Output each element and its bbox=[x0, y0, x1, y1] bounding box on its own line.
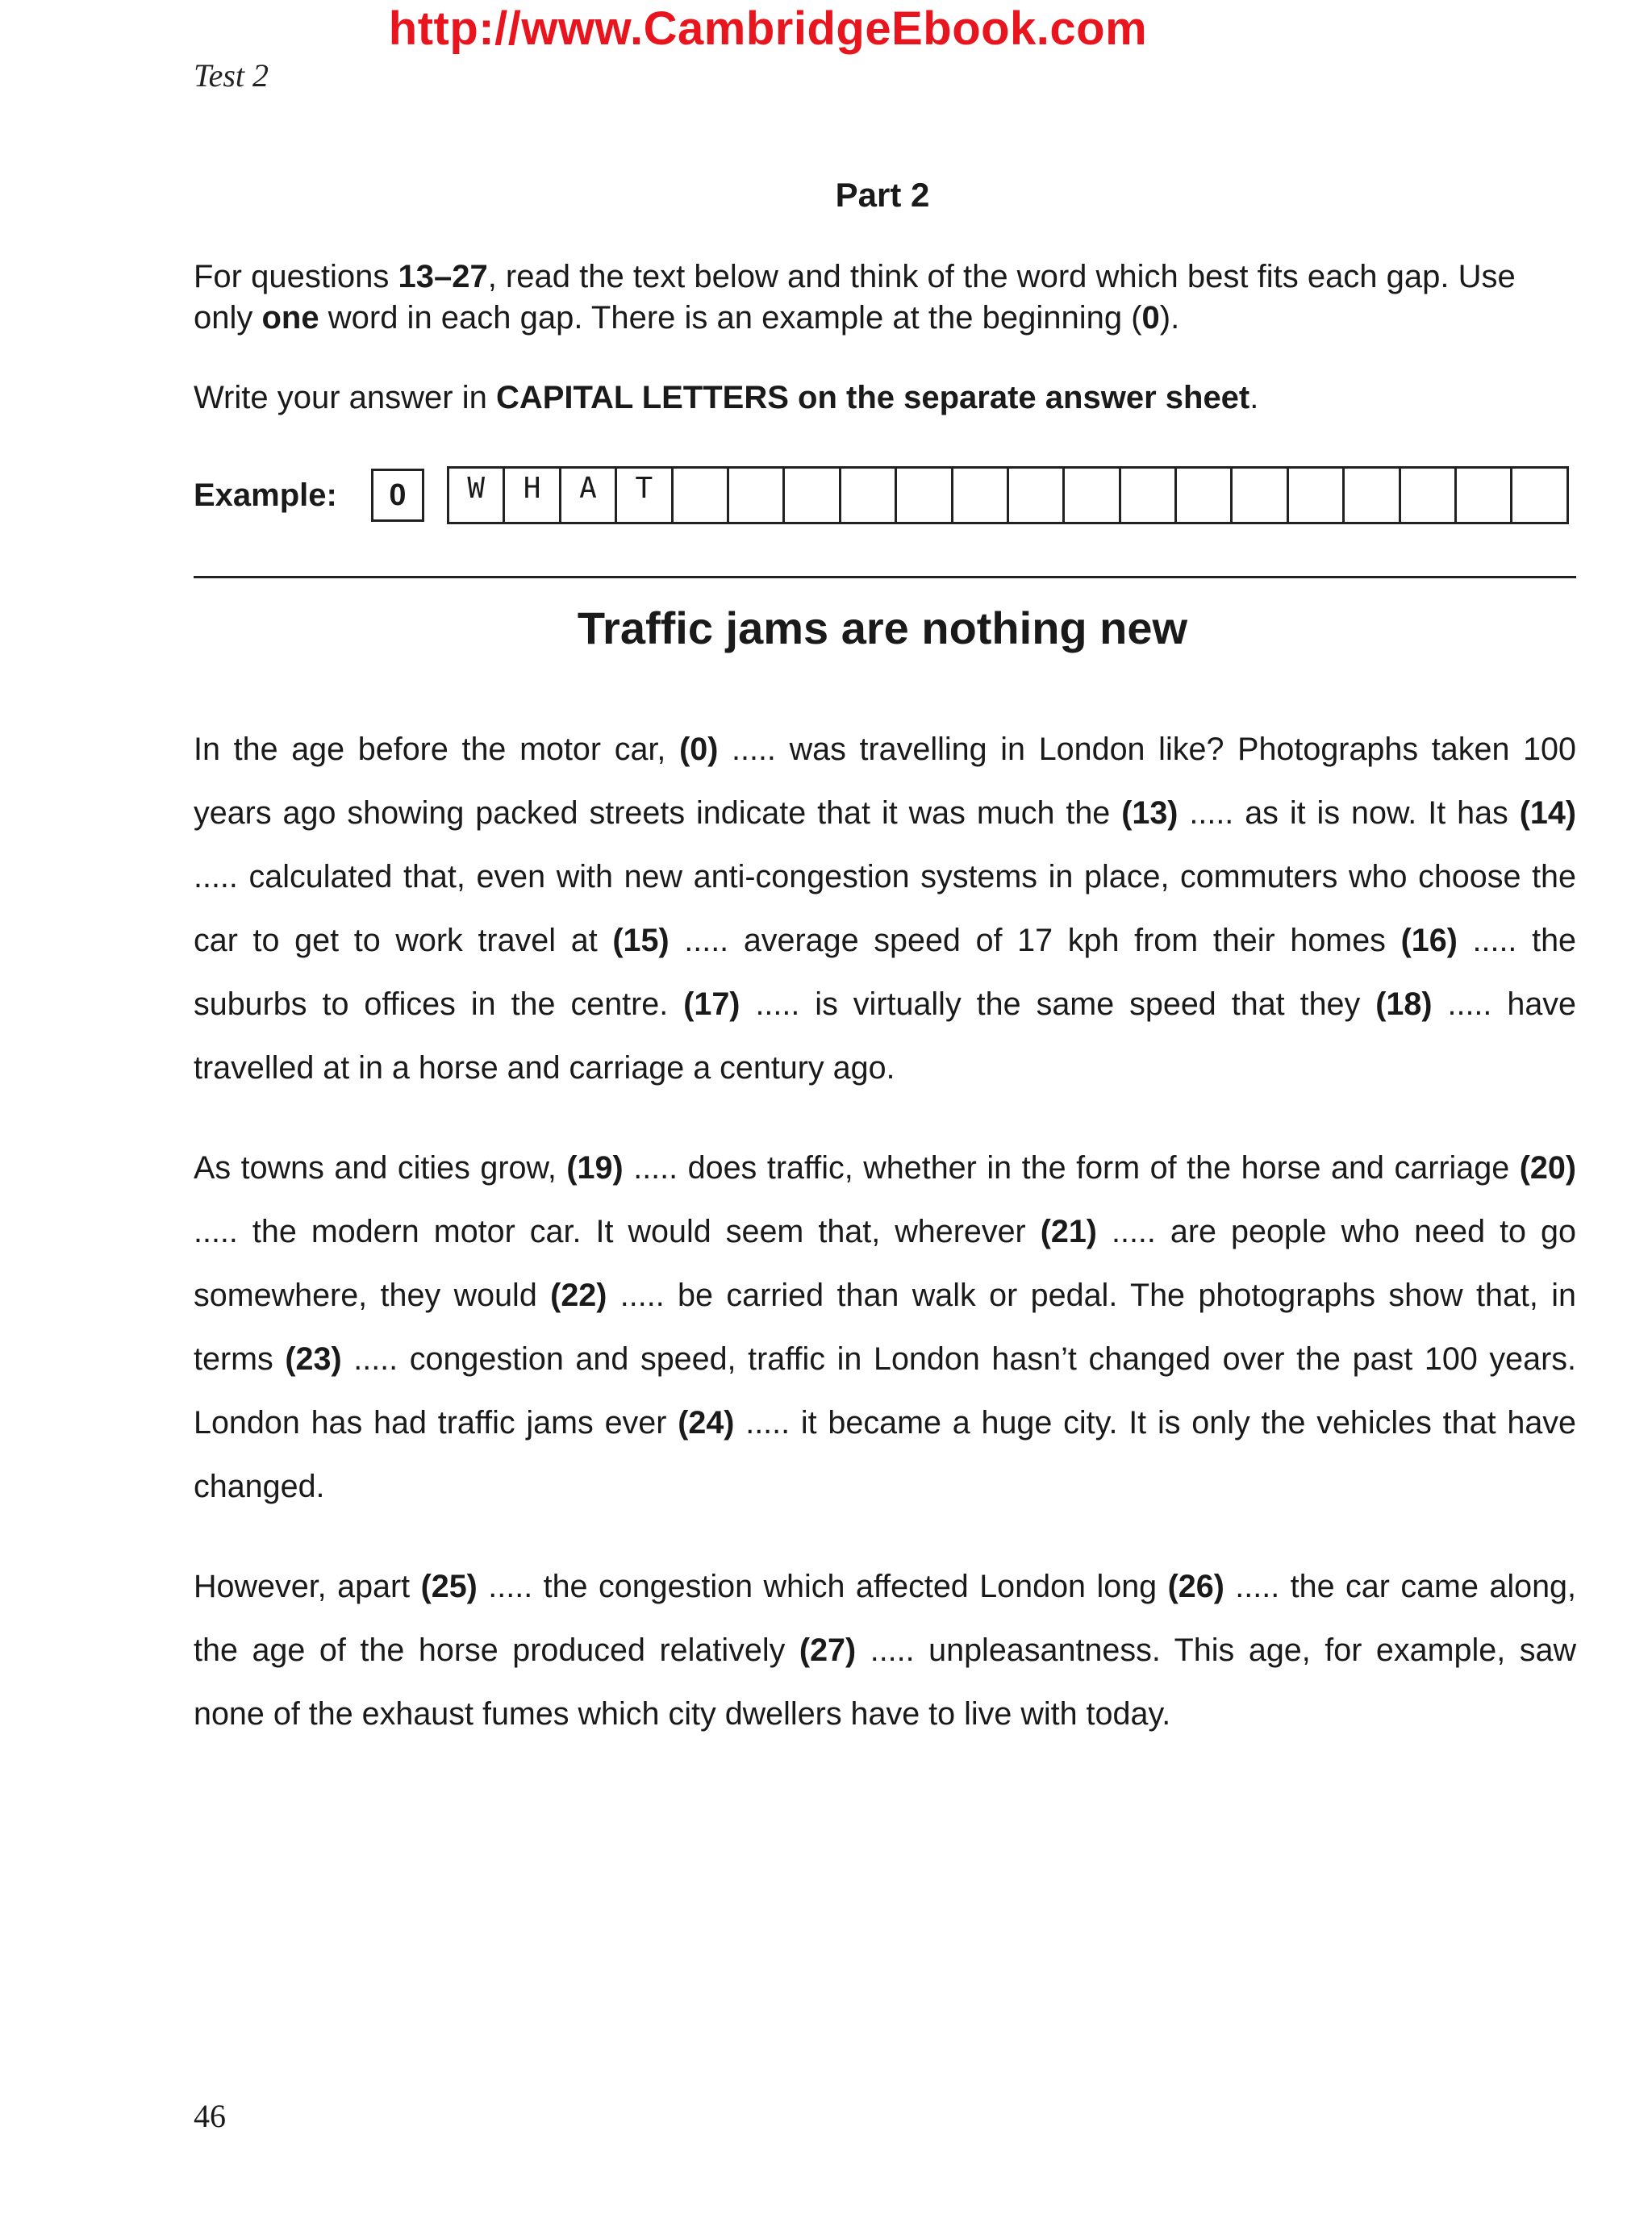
text: ..... the congestion which affected London long bbox=[477, 1569, 1168, 1604]
text: ..... the modern motor car. It would seem that, wherever bbox=[194, 1214, 1041, 1249]
gap-number: (23) bbox=[285, 1341, 342, 1377]
running-head: Test 2 bbox=[194, 57, 269, 94]
example-number-box: 0 bbox=[371, 469, 424, 522]
text: ..... be carried than walk or pedal. The photographs show that, in terms bbox=[194, 1278, 1577, 1377]
gap-number: (26) bbox=[1167, 1569, 1224, 1604]
answer-letter-cell bbox=[897, 469, 953, 522]
answer-letter-cell: T bbox=[617, 469, 673, 522]
gap-number: (0) bbox=[679, 732, 719, 767]
gap-number: (21) bbox=[1040, 1214, 1097, 1249]
answer-letter-cell bbox=[1345, 469, 1400, 522]
gap-number: (16) bbox=[1400, 923, 1458, 958]
paragraph-3 bbox=[194, 1555, 1576, 1746]
answer-letter-cell: H bbox=[505, 469, 561, 522]
text: ..... unpleasantness. This age, for example, saw none of the exhaust fumes which city dwellers have to live with today. bbox=[194, 1632, 1576, 1732]
answer-letter-cell bbox=[1233, 469, 1288, 522]
answer-letter-cell: W bbox=[449, 469, 505, 522]
passage bbox=[194, 718, 1576, 1783]
text: ..... it became a huge city. It is only the vehicles that have changed. bbox=[194, 1405, 1576, 1504]
answer-letter-cell bbox=[1177, 469, 1233, 522]
gap-number: (25) bbox=[420, 1569, 478, 1604]
answer-letter-cell bbox=[1401, 469, 1457, 522]
divider-rule bbox=[194, 576, 1576, 578]
answer-letter-cell bbox=[1457, 469, 1512, 522]
answer-letter-cell bbox=[1289, 469, 1345, 522]
gap-number: (20) bbox=[1519, 1150, 1576, 1186]
emphasis-one: one bbox=[261, 300, 319, 336]
text-title: Traffic jams are nothing new bbox=[577, 603, 1188, 653]
text: ..... the car came along, the age of the horse produced relatively bbox=[194, 1569, 1576, 1668]
text: ..... have travelled at in a horse and carriage a century ago. bbox=[194, 986, 1577, 1086]
text: , read the text below and think of the word which best fits each gap. Use only bbox=[194, 259, 1516, 336]
text: However, apart bbox=[194, 1569, 421, 1604]
gap-number: (13) bbox=[1121, 795, 1179, 831]
text: In the age before the motor car, bbox=[194, 732, 680, 767]
text: ..... are people who need to go somewhere, they would bbox=[194, 1214, 1576, 1313]
text: ). bbox=[1159, 300, 1180, 336]
answer-letter-cell bbox=[841, 469, 897, 522]
gap-number: (14) bbox=[1519, 795, 1576, 831]
instruction-line-1 bbox=[194, 256, 1573, 339]
text: word in each gap. There is an example at the beginning ( bbox=[319, 300, 1142, 336]
watermark-text: http://www.CambridgeEbook.com bbox=[388, 2, 1148, 55]
answer-letter-grid bbox=[447, 466, 1569, 524]
answer-letter-cell bbox=[674, 469, 729, 522]
gap-number: (22) bbox=[550, 1278, 607, 1313]
answer-letter-cell: A bbox=[561, 469, 617, 522]
part-title: Part 2 bbox=[835, 176, 930, 214]
answer-letter-cell bbox=[785, 469, 841, 522]
answer-letter-cell bbox=[953, 469, 1009, 522]
text: ..... average speed of 17 kph from their homes bbox=[669, 923, 1401, 958]
instruction-line-2 bbox=[194, 377, 1573, 419]
gap-number: (15) bbox=[612, 923, 670, 958]
instructions bbox=[194, 256, 1573, 457]
text: ..... calculated that, even with new anti-congestion systems in place, commuters who choose the car to get to work travel at bbox=[194, 859, 1576, 958]
emphasis-capitals: CAPITAL LETTERS on the separate answer sheet bbox=[495, 380, 1250, 415]
text: ..... the suburbs to offices in the centre. bbox=[194, 923, 1577, 1022]
text: As towns and cities grow, bbox=[194, 1150, 567, 1186]
text: ..... congestion and speed, traffic in London hasn’t changed over the past 100 years. London has had traffic jams ever bbox=[194, 1341, 1576, 1441]
paragraph-1 bbox=[194, 718, 1576, 1100]
page-number: 46 bbox=[194, 2098, 226, 2134]
example-row bbox=[194, 466, 1569, 524]
text: ..... was travelling in London like? Photographs taken 100 years ago showing packed streets indicate that it was much the bbox=[194, 732, 1576, 831]
text: For questions bbox=[194, 259, 398, 294]
text: . bbox=[1249, 380, 1259, 415]
answer-letter-cell bbox=[1512, 469, 1568, 522]
gap-number: (19) bbox=[566, 1150, 624, 1186]
answer-letter-cell bbox=[1009, 469, 1065, 522]
gap-number: (24) bbox=[678, 1405, 735, 1441]
text: ..... as it is now. It has bbox=[1178, 795, 1520, 831]
gap-number: (17) bbox=[683, 986, 740, 1022]
emphasis-zero: 0 bbox=[1141, 300, 1160, 336]
text: ..... does traffic, whether in the form of the horse and carriage bbox=[623, 1150, 1520, 1186]
answer-letter-cell bbox=[1065, 469, 1120, 522]
paragraph-2 bbox=[194, 1136, 1576, 1519]
watermark-url bbox=[0, 2, 1652, 56]
text: Write your answer in bbox=[194, 380, 496, 415]
gap-number: (27) bbox=[799, 1632, 857, 1668]
example-label: Example: bbox=[194, 477, 337, 513]
text: ..... is virtually the same speed that they bbox=[740, 986, 1376, 1022]
answer-letter-cell bbox=[729, 469, 785, 522]
gap-number: (18) bbox=[1375, 986, 1433, 1022]
question-range: 13–27 bbox=[398, 259, 488, 294]
answer-letter-cell bbox=[1121, 469, 1177, 522]
